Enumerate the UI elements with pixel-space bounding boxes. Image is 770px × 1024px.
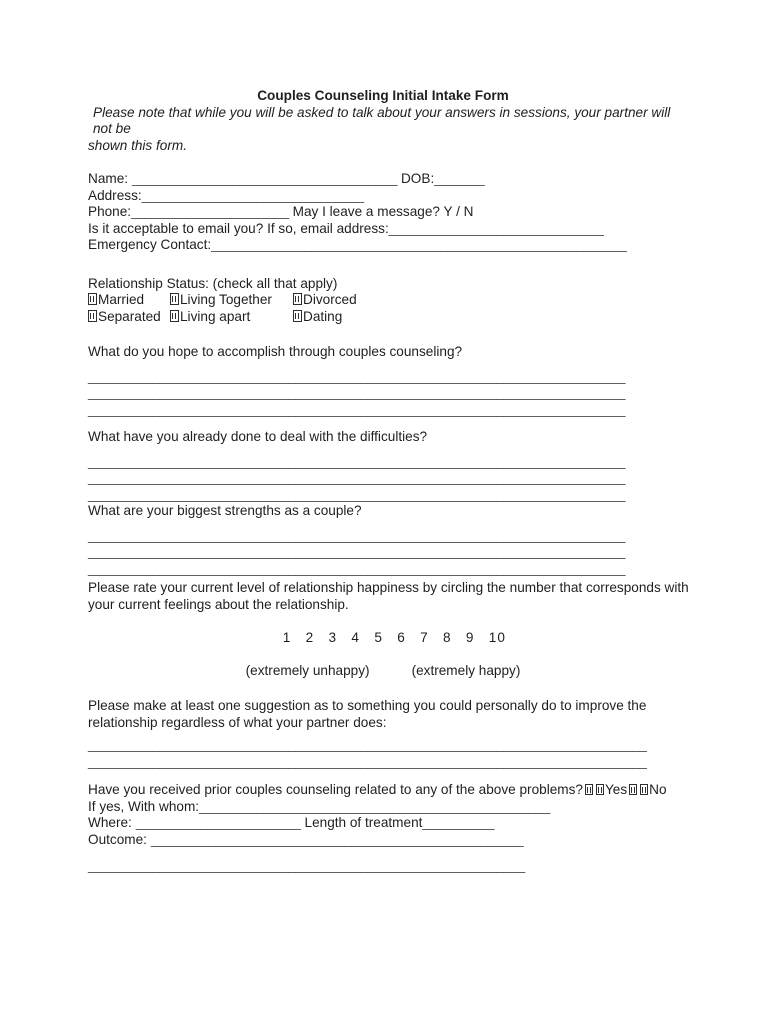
answer-line[interactable]: ___________________________________________________________________________: [88, 368, 626, 384]
dob-label: DOB:: [400, 171, 435, 186]
question-3-text: What are your biggest strengths as a couple?: [88, 503, 362, 518]
intro-note-line1: Please note that while you will be asked to talk about your answers in sessions, your partner will not be: [93, 104, 671, 136]
leave-message-question: May I leave a message? Y / N: [292, 204, 474, 219]
name-field-line[interactable]: _____________________________________: [132, 171, 397, 186]
rating-section: [88, 580, 689, 679]
dob-field-line[interactable]: _______: [434, 171, 485, 186]
intro-note: [88, 105, 678, 155]
outcome-field-line[interactable]: ____________________________________________________: [150, 831, 524, 847]
outcome-label: Outcome:: [88, 831, 147, 847]
suggestion-text-line1: Please make at least one suggestion as to something you could personally do to improve the: [88, 698, 647, 713]
relationship-options-row-2: [88, 309, 678, 326]
rating-instruction-line2: your current feelings about the relationship.: [88, 596, 349, 612]
answer-line[interactable]: ___________________________________________________________________________: [88, 527, 626, 543]
missing-glyph-checkbox-icon[interactable]: [585, 784, 593, 795]
missing-glyph-checkbox-icon[interactable]: [596, 784, 604, 795]
checkbox-option-separated[interactable]: [88, 309, 170, 326]
checkbox-label-dating: Dating: [303, 308, 343, 324]
answer-line[interactable]: ___________________________________________________________________________: [88, 401, 626, 417]
relationship-status-heading: Relationship Status: (check all that apply): [88, 275, 338, 291]
checkbox-glyph-icon: [170, 293, 179, 305]
address-label: Address:: [88, 187, 142, 203]
checkbox-label-divorced: Divorced: [303, 292, 357, 307]
question-1-text: What do you hope to accomplish through couples counseling?: [88, 344, 463, 359]
checkbox-glyph-icon: [88, 293, 97, 305]
page-title: Couples Counseling Initial Intake Form: [257, 88, 509, 103]
rating-scale-numbers[interactable]: 1 2 3 4 5 6 7 8 9 10: [282, 629, 506, 645]
phone-field-line[interactable]: ______________________: [131, 204, 289, 219]
where-field-line[interactable]: _______________________: [135, 815, 301, 830]
whom-field-line[interactable]: _________________________________________________: [199, 798, 550, 814]
relationship-options-row-1: [88, 292, 678, 309]
prior-outcome-row: [88, 832, 678, 849]
answer-line[interactable]: ___________________________________________________________________________: [88, 470, 626, 485]
outcome-continuation-line[interactable]: _____________________________________________________________: [88, 858, 525, 873]
checkbox-label-married: Married: [98, 292, 145, 307]
email-field-line[interactable]: ______________________________: [388, 220, 604, 236]
intro-note-line2: shown this form.: [88, 137, 187, 153]
checkbox-glyph-icon: [293, 293, 302, 305]
rating-instruction-line1: Please rate your current level of relationship happiness by circling the number that corresponds with: [88, 580, 689, 595]
rating-scale-row: [88, 613, 678, 663]
name-row: [88, 171, 678, 188]
prior-no-label: No: [649, 782, 667, 797]
missing-glyph-checkbox-icon[interactable]: [640, 784, 648, 795]
phone-row: [88, 204, 678, 221]
question-3-block: [88, 503, 678, 577]
answer-line[interactable]: ___________________________________________________________________________: [88, 453, 626, 469]
prior-whom-row: [88, 799, 678, 816]
rating-high-label: (extremely happy): [411, 662, 521, 678]
checkbox-option-married[interactable]: [88, 292, 170, 309]
emergency-contact-row: [88, 237, 678, 254]
checkbox-label-separated: Separated: [98, 308, 161, 324]
suggestion-section: [88, 698, 678, 770]
prior-counseling-section: [88, 782, 678, 875]
checkbox-option-dating[interactable]: [293, 309, 342, 326]
answer-line[interactable]: ___________________________________________________________________________: [88, 385, 626, 400]
question-2-block: [88, 429, 678, 503]
prior-where-row: [88, 815, 678, 832]
whom-label: If yes, With whom:: [88, 798, 200, 814]
email-question-label: Is it acceptable to email you? If so, email address:: [88, 220, 389, 236]
suggestion-text-line2: relationship regardless of what your partner does:: [88, 714, 387, 730]
checkbox-label-living-apart: Living apart: [180, 308, 251, 324]
prior-yes-label: Yes: [604, 782, 628, 797]
missing-glyph-checkbox-icon[interactable]: [629, 784, 637, 795]
question-1-block: [88, 344, 678, 418]
rating-scale-labels: [88, 663, 678, 680]
prior-counseling-question: Have you received prior couples counseling related to any of the above problems?: [88, 782, 583, 797]
answer-line[interactable]: ___________________________________________________________________________: [88, 560, 626, 576]
email-row: [88, 221, 678, 238]
checkbox-label-living-together: Living Together: [180, 292, 272, 307]
rating-low-label: (extremely unhappy): [245, 662, 370, 678]
answer-line[interactable]: ___________________________________________________________________________: [88, 486, 626, 502]
prior-counseling-question-row: [88, 782, 678, 799]
treatment-label: Length of treatment: [304, 815, 423, 830]
address-field-line[interactable]: _______________________________: [141, 187, 364, 203]
answer-line[interactable]: ___________________________________________________________________________: [88, 544, 626, 559]
phone-label: Phone:: [88, 204, 132, 219]
checkbox-glyph-icon: [293, 310, 302, 322]
treatment-field-line[interactable]: __________: [422, 815, 495, 830]
address-row: [88, 188, 678, 205]
where-label: Where:: [88, 815, 132, 830]
checkbox-option-living-apart[interactable]: [170, 309, 293, 326]
contact-section: [88, 171, 678, 254]
checkbox-glyph-icon: [170, 310, 179, 322]
checkbox-option-living-together[interactable]: [170, 292, 293, 309]
answer-line[interactable]: ______________________________________________________________________________: [88, 737, 647, 752]
checkbox-option-divorced[interactable]: [293, 292, 357, 309]
answer-line[interactable]: ______________________________________________________________________________: [88, 753, 647, 769]
emergency-contact-field-line[interactable]: __________________________________________________________: [211, 237, 627, 252]
checkbox-glyph-icon: [88, 310, 97, 322]
name-label: Name:: [88, 171, 129, 186]
emergency-contact-label: Emergency Contact:: [88, 237, 212, 252]
question-2-text: What have you already done to deal with the difficulties?: [88, 429, 428, 444]
relationship-status-section: [88, 276, 678, 326]
